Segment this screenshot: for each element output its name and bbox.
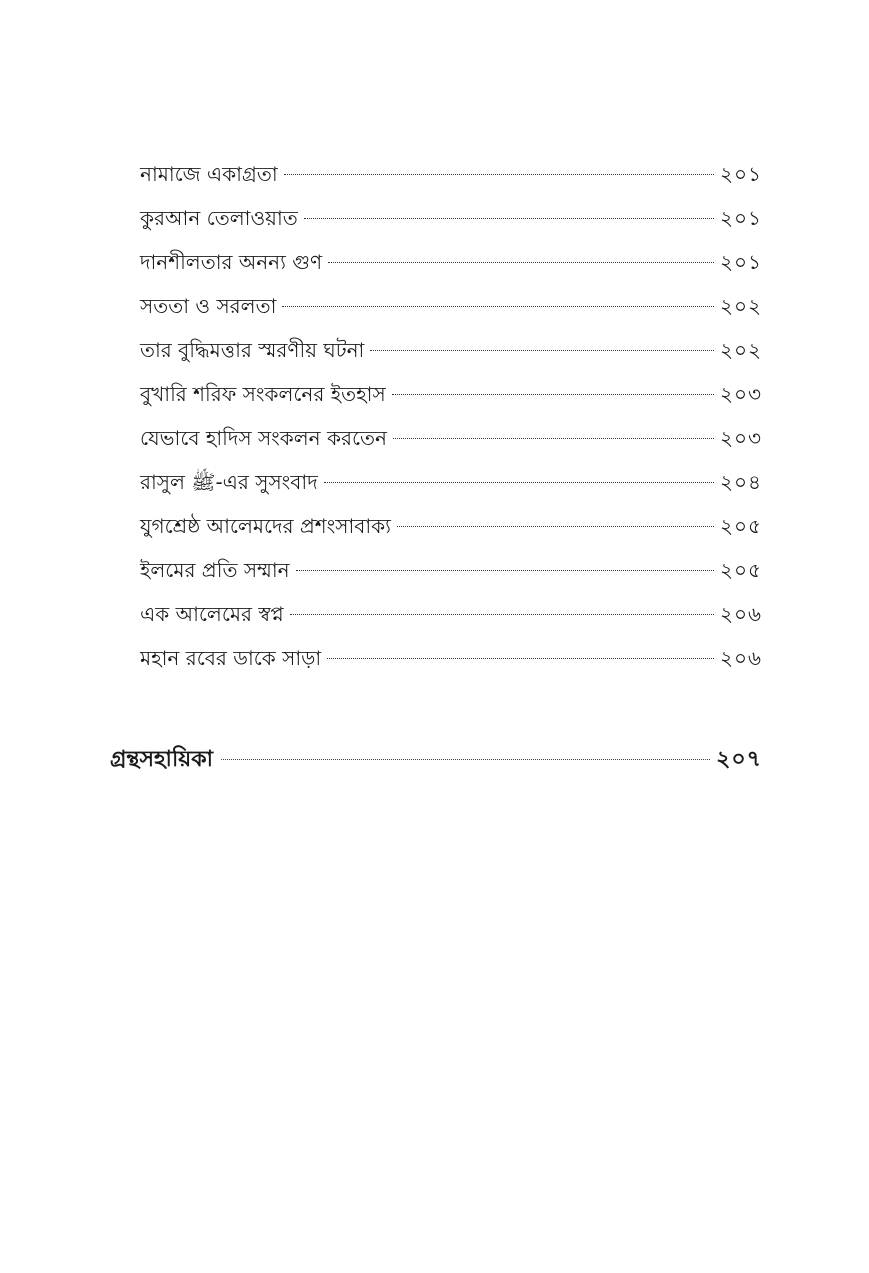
toc-entry-title: দানশীলতার অনন্য গুণ xyxy=(140,250,323,274)
toc-entry xyxy=(140,504,762,548)
toc-entry-page: ২০৪ xyxy=(720,470,762,494)
dot-leader xyxy=(296,570,714,571)
toc-entry-title: নামাজে একাগ্রতা xyxy=(140,162,278,186)
dot-leader xyxy=(392,394,714,395)
toc-entry-title: সততা ও সরলতা xyxy=(140,294,277,318)
toc-entry-title: কুরআন তেলাওয়াত xyxy=(140,206,298,230)
toc-entry xyxy=(140,284,762,328)
toc-entry-title: বুখারি শরিফ সংকলনের ইতহাস xyxy=(140,382,386,406)
toc-entry-page: ২০১ xyxy=(720,250,762,274)
toc-entry-page: ২০৫ xyxy=(720,558,762,582)
toc-entry xyxy=(140,592,762,636)
toc-entry-page: ২০৬ xyxy=(719,602,762,626)
toc-entry-title: যেভাবে হাদিস সংকলন করতেন xyxy=(140,426,387,450)
table-of-contents xyxy=(140,152,762,680)
toc-entry xyxy=(140,372,762,416)
toc-entry-page: ২০১ xyxy=(720,206,762,230)
dot-leader xyxy=(327,658,714,659)
toc-entry-page: ২০২ xyxy=(719,294,762,318)
toc-entry-page: ২০১ xyxy=(720,162,762,186)
toc-entry xyxy=(140,416,762,460)
dot-leader xyxy=(290,614,714,615)
dot-leader xyxy=(324,482,714,483)
dot-leader xyxy=(284,174,714,175)
toc-entry-title: এক আলেমের স্বপ্ন xyxy=(140,602,284,626)
dot-leader xyxy=(397,526,714,527)
toc-entry-page: ২০৩ xyxy=(719,426,762,450)
toc-entry xyxy=(140,152,762,196)
toc-entry xyxy=(140,240,762,284)
toc-main-entry xyxy=(110,738,762,782)
toc-entry-title: মহান রবের ডাকে সাড়া xyxy=(140,646,322,670)
dot-leader xyxy=(370,350,714,351)
dot-leader xyxy=(328,262,714,263)
toc-entry-page: ২০৫ xyxy=(720,514,762,538)
dot-leader xyxy=(221,759,710,760)
toc-entry-title: তার বুদ্ধিমত্তার স্মরণীয় ঘটনা xyxy=(140,338,365,362)
toc-entry-title: রাসুল ﷺ-এর সুসংবাদ xyxy=(140,470,318,494)
toc-entry-title: যুগশ্রেষ্ঠ আলেমদের প্রশংসাবাক্য xyxy=(140,514,391,538)
toc-main-entry-page: ২০৭ xyxy=(716,747,762,772)
toc-entry-title: ইলমের প্রতি সম্মান xyxy=(140,558,290,582)
toc-entry xyxy=(140,548,762,592)
toc-entry-page: ২০৩ xyxy=(719,382,762,406)
dot-leader xyxy=(304,218,714,219)
dot-leader xyxy=(393,438,714,439)
toc-entry-page: ২০২ xyxy=(719,338,762,362)
toc-entry-page: ২০৬ xyxy=(719,646,762,670)
toc-main-entry-title: গ্রন্থসহায়িকা xyxy=(110,747,213,772)
toc-entry xyxy=(140,328,762,372)
toc-entry xyxy=(140,460,762,504)
dot-leader xyxy=(282,306,714,307)
toc-entry xyxy=(140,196,762,240)
toc-entry xyxy=(140,636,762,680)
